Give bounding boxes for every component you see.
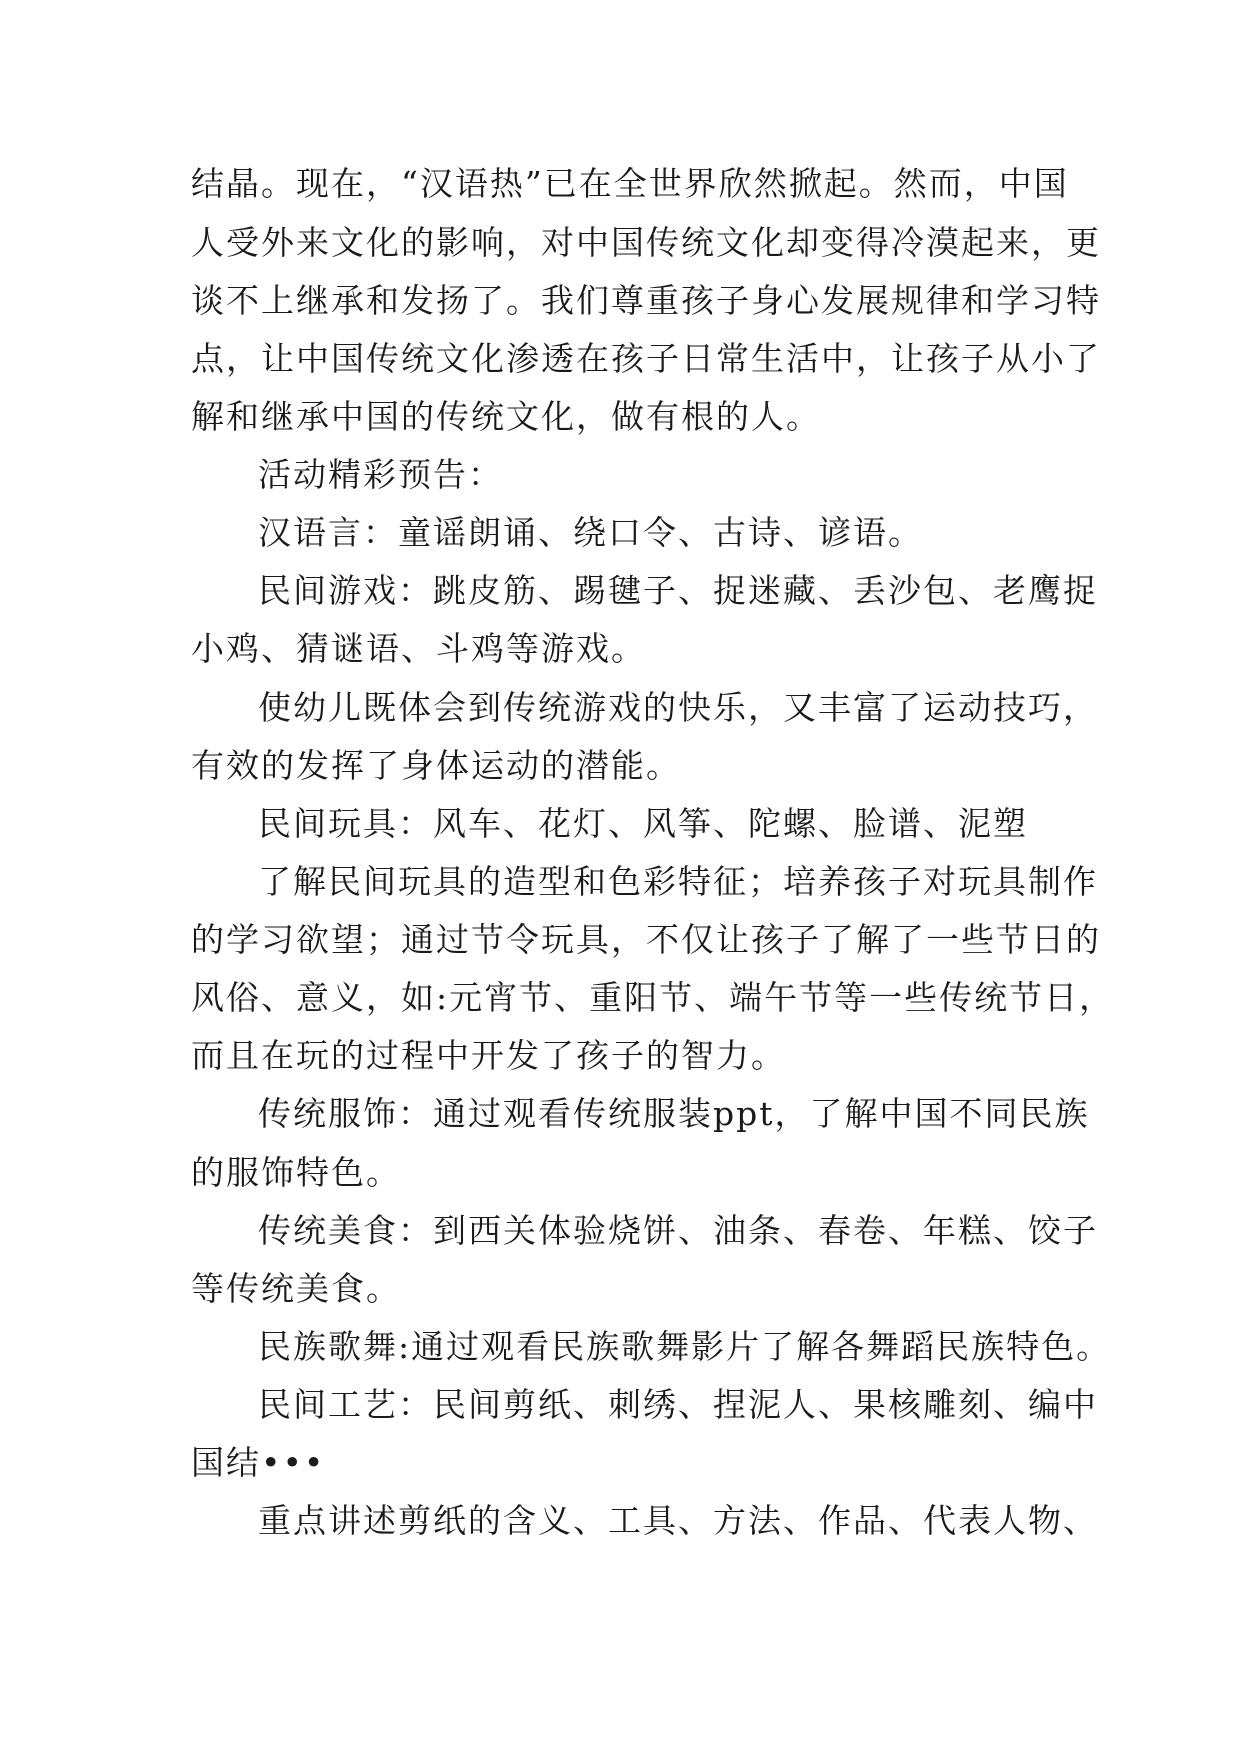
- text-line: 民间游戏：跳皮筋、踢毽子、捉迷藏、丢沙包、老鹰捉: [258, 571, 1098, 610]
- text-line: 等传统美食。: [191, 1269, 401, 1308]
- text-line: 民间玩具：风车、花灯、风筝、陀螺、脸谱、泥塑: [258, 804, 1028, 843]
- text-line: 人受外来文化的影响，对中国传统文化却变得冷漠起来，更: [191, 223, 1101, 262]
- text-line: 点，让中国传统文化渗透在孩子日常生活中，让孩子从小了: [191, 339, 1101, 378]
- text-line: 传统美食：到西关体验烧饼、油条、春卷、年糕、饺子: [258, 1211, 1098, 1250]
- section-heading: 活动精彩预告：: [258, 455, 503, 494]
- text-line: 了解民间玩具的造型和色彩特征；培养孩子对玩具制作: [258, 862, 1098, 901]
- text-line: 国结•••: [191, 1443, 326, 1482]
- text-line: 传统服饰：通过观看传统服装ppt，了解中国不同民族: [258, 1094, 1090, 1133]
- text-line: 结晶。现在，“汉语热”已在全世界欣然掀起。然而，中国: [191, 164, 1069, 203]
- text-line: 重点讲述剪纸的含义、工具、方法、作品、代表人物、: [258, 1501, 1098, 1540]
- text-line: 汉语言：童谣朗诵、绕口令、古诗、谚语。: [258, 513, 923, 552]
- text-line: 谈不上继承和发扬了。我们尊重孩子身心发展规律和学习特: [191, 281, 1101, 320]
- text-line: 民族歌舞:通过观看民族歌舞影片了解各舞蹈民族特色。: [258, 1327, 1112, 1366]
- text-line: 有效的发挥了身体运动的潜能。: [191, 746, 681, 785]
- text-line: 而且在玩的过程中开发了孩子的智力。: [191, 1036, 786, 1075]
- text-line: 使幼儿既体会到传统游戏的快乐，又丰富了运动技巧，: [258, 688, 1098, 727]
- text-line: 解和继承中国的传统文化，做有根的人。: [191, 397, 821, 436]
- text-line: 的服饰特色。: [191, 1153, 401, 1192]
- text-line: 民间工艺：民间剪纸、刺绣、捏泥人、果核雕刻、编中: [258, 1385, 1098, 1424]
- text-line: 的学习欲望；通过节令玩具，不仅让孩子了解了一些节日的: [191, 920, 1101, 959]
- text-line: 小鸡、猜谜语、斗鸡等游戏。: [191, 629, 646, 668]
- text-line: 风俗、意义，如:元宵节、重阳节、端午节等一些传统节日，: [191, 978, 1115, 1017]
